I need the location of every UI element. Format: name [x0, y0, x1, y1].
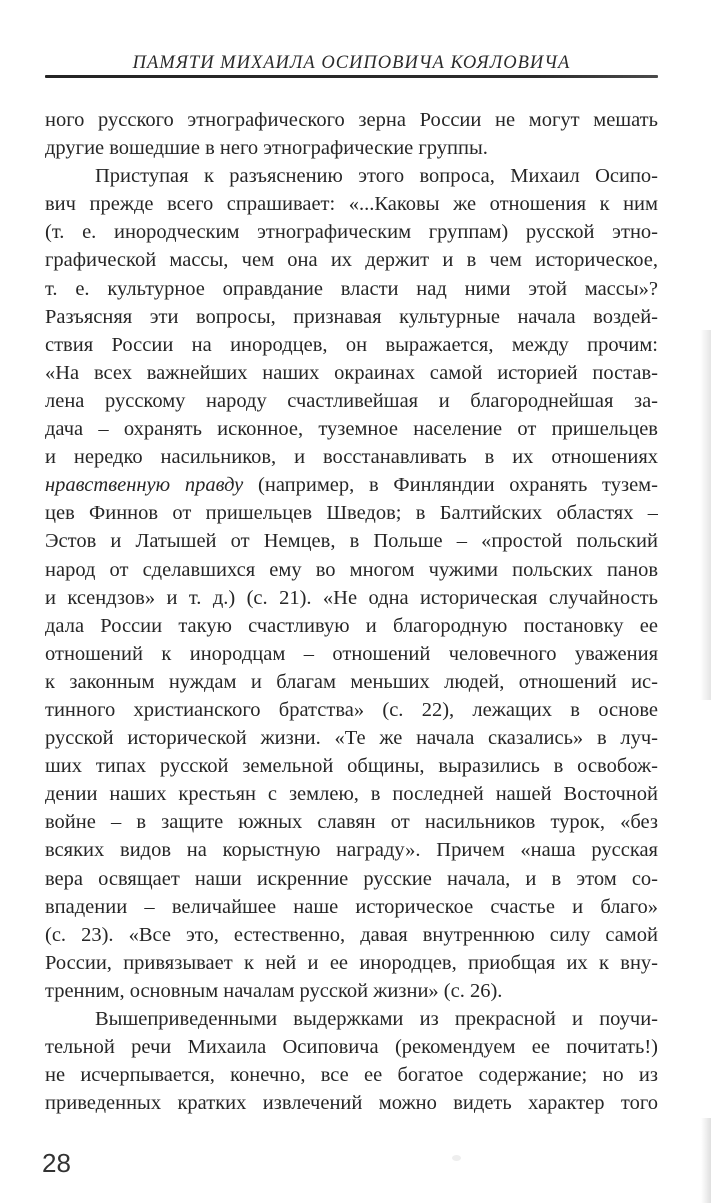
text-line [45, 387, 658, 415]
text-line [45, 949, 658, 977]
text-segment: войне – в защите южных славян от насильников турок, «без [45, 811, 658, 834]
text-line [45, 696, 658, 724]
text-line [45, 836, 658, 864]
text-segment: и нередко насильников, и восстанавливать в их отношениях [45, 446, 658, 469]
text-segment: ших типах русской земельной общины, выразились в освобож- [45, 755, 658, 778]
text-segment: дала России такую счастливую и благородную постановку ее [45, 614, 658, 637]
text-line [45, 808, 658, 836]
text-segment: дача – охранять исконное, туземное население от пришельцев [45, 418, 658, 441]
text-segment: тренним, основным началам русской жизни» (с. 26). [45, 979, 503, 1002]
text-line [45, 499, 658, 527]
text-segment: впадении – величайшее наше историческое счастье и благо» [45, 895, 658, 918]
text-line [45, 471, 658, 499]
text-line [45, 612, 658, 640]
header-rule-divider [45, 75, 658, 78]
text-segment: другие вошедшие в него этнографические группы. [45, 137, 488, 160]
text-line [45, 752, 658, 780]
text-line [45, 275, 658, 303]
text-segment: Разъясняя эти вопросы, признавая культурные начала воздей- [45, 305, 658, 328]
scan-smudge [452, 1155, 461, 1161]
scan-edge-shadow-middle [700, 330, 711, 700]
text-line [45, 106, 658, 134]
text-line [45, 246, 658, 274]
text-segment: графической массы, чем она их держит и в чем историческое, [45, 249, 658, 272]
text-segment: лена русскому народу счастливейшая и благороднейшая за- [45, 389, 658, 412]
text-segment: т. е. культурное оправдание власти над ними этой массы»? [45, 277, 658, 300]
text-line [45, 1061, 658, 1089]
text-segment: Приступая к разъяснению этого вопроса, Михаил Осипо- [95, 165, 658, 188]
text-line [45, 724, 658, 752]
text-segment: цев Финнов от пришельцев Шведов; в Балтийских областях – [45, 502, 658, 525]
text-line [45, 1089, 658, 1117]
text-segment: и ксендзов» и т. д.) (с. 21). «Не одна историческая случайность [45, 586, 658, 609]
text-line [45, 1033, 658, 1061]
text-segment: ного русского этнографического зерна России не могут мешать [45, 109, 658, 131]
text-segment: тинного христианского братства» (с. 22), лежащих в основе [45, 698, 658, 721]
text-segment: (с. 23). «Все это, естественно, давая внутреннюю силу самой [45, 923, 658, 946]
text-line [45, 162, 658, 190]
page-number: 28 [42, 1148, 71, 1178]
text-line [45, 190, 658, 218]
text-line [45, 415, 658, 443]
text-segment: тельной речи Михаила Осиповича (рекомендуем ее почитать!) [45, 1036, 658, 1059]
text-segment: дении наших крестьян с землею, в последней нашей Восточной [45, 783, 658, 806]
text-block [45, 106, 658, 1117]
text-line [45, 640, 658, 668]
text-segment: Эстов и Латышей от Немцев, в Польше – «простой польский [45, 530, 658, 553]
text-line [45, 218, 658, 246]
text-segment: вера освящает наши искренние русские начала, и в этом со- [45, 867, 658, 890]
text-segment: (например, в Финляндии охранять тузем- [258, 474, 658, 497]
text-line [45, 556, 658, 584]
text-line [45, 134, 658, 162]
text-line [45, 331, 658, 359]
scan-edge-shadow-bottom [701, 1118, 711, 1203]
text-line [45, 865, 658, 893]
text-line [45, 303, 658, 331]
text-segment: к законным нуждам и благам меньших людей, отношений ис- [45, 670, 658, 693]
text-segment: Вышеприведенными выдержками из прекрасной и поучи- [95, 1008, 658, 1030]
text-segment: ствия России на инородцев, он выражается, между прочим: [45, 333, 658, 356]
text-segment: всяких видов на корыстную награду». Причем «наша русская [45, 839, 658, 862]
italic-text-segment: нравственную правду [45, 474, 259, 497]
text-segment: вич прежде всего спрашивает: «...Каковы же отношения к ним [45, 193, 658, 216]
text-segment: не исчерпывается, конечно, все ее богатое содержание; но из [45, 1064, 658, 1087]
text-line [45, 921, 658, 949]
text-line [45, 527, 658, 555]
text-segment: народ от сделавшихся ему во многом чужими польских панов [45, 558, 658, 581]
text-segment: России, привязывает к ней и ее инородцев, приобщая их к вну- [45, 951, 658, 974]
text-segment: отношений к инородцам – отношений человечного уважения [45, 642, 658, 665]
text-segment: «На всех важнейших наших окраинах самой историей постав- [45, 361, 658, 384]
text-line [45, 1005, 658, 1033]
text-line [45, 443, 658, 471]
text-segment: русской исторической жизни. «Те же начала сказались» в луч- [45, 727, 658, 750]
text-line [45, 668, 658, 696]
running-header: ПАМЯТИ МИХАИЛА ОСИПОВИЧА КОЯЛОВИЧА [132, 53, 571, 73]
text-segment: (т. е. инородческим этнографическим группам) русской этно- [45, 221, 658, 244]
text-line [45, 780, 658, 808]
text-line [45, 359, 658, 387]
text-segment: приведенных кратких извлечений можно видеть характер того [45, 1092, 658, 1115]
text-line [45, 977, 658, 1005]
text-line [45, 584, 658, 612]
text-line [45, 893, 658, 921]
